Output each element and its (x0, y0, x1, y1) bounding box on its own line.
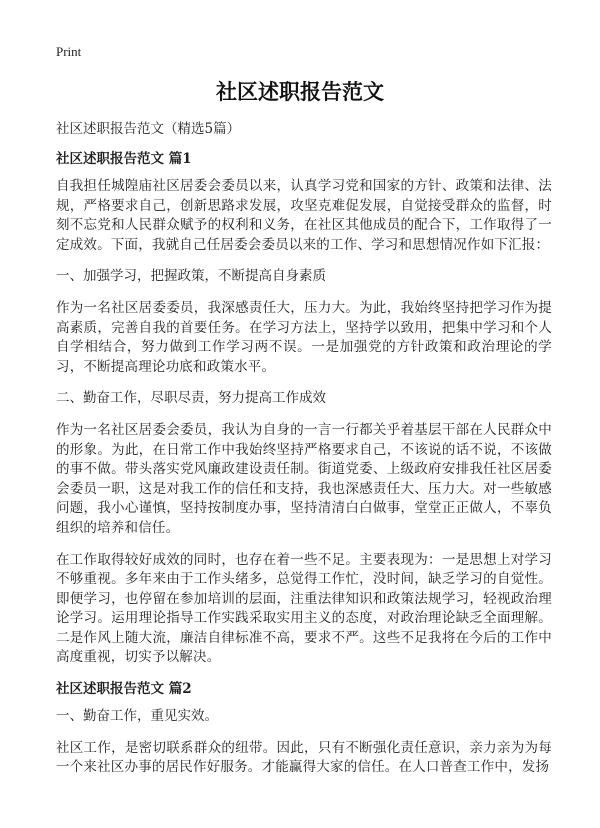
document-body (56, 150, 552, 790)
subsection-heading: 一、加强学习，把握政策，不断提高自身素质 (56, 268, 326, 285)
paragraph: 社区工作，是密切联系群众的纽带。因此，只有不断强化责任意识，亲力亲为为每一个来社区办事的居民作好服务。才能赢得大家的信任。在人口普查工作中，发扬 (56, 739, 552, 776)
subsection-heading: 一、勤奋工作，重见实效。 (56, 708, 218, 725)
paragraph: 作为一名社区居委委员，我深感责任大，压力大。为此，我始终坚持把学习作为提高素质，完善自我的首要任务。在学习方法上，坚持学以致用，把集中学习和个人自学相结合，努力做到工作学习两不误。一是加强党的方针政策和政治理论的学习，不断提高理论功底和政策水平。 (56, 299, 552, 375)
section-1 (56, 150, 552, 668)
paragraph: 自我担任城隍庙社区居委会委员以来，认真学习党和国家的方针、政策和法律、法规，严格要求自己，创新思路求发展，攻坚克难促发展，自觉接受群众的监督，时刻不忘党和人民群众赋予的权利和义务，在社区其他成员的配合下，工作取得了一定成效。下面，我就自己任居委会委员以来的工作、学习和思想情况作如下汇报： (56, 178, 552, 253)
subsection-heading: 二、勤奋工作，尽职尽责，努力提高工作成效 (56, 390, 326, 407)
section-heading: 社区述职报告范文 篇2 (56, 681, 192, 698)
section-heading: 社区述职报告范文 篇1 (56, 151, 192, 167)
paragraph: 在工作取得较好成效的同时，也存在着一些不足。主要表现为：一是思想上对学习不够重视。多年来由于工作头绪多，总觉得工作忙，没时间，缺乏学习的自觉性。即便学习，也停留在参加培训的层面，注重法律知识和政策法规学习，轻视政治理论学习。运用理论指导工作实践采取实用主义的态度，对政治理论缺乏全面理解。二是作风上随大流，廉洁自律标准不高，要求不严。这些不足我将在今后的工作中高度重视，切实予以解决。 (56, 551, 552, 666)
document-subtitle: 社区述职报告范文（精选5篇） (56, 121, 241, 137)
paragraph: 作为一名社区居委会委员，我认为自身的一言一行都关乎着基层干部在人民群众中的形象。为此，在日常工作中我始终坚持严格要求自己，不该说的话不说，不该做的事不做。带头落实党风廉政建设责任制。街道党委、上级政府安排我任社区居委会委员一职，这是对我工作的信任和支持，我也深感责任大、压力大。对一些敏感问题，我小心谨慎，坚持按制度办事，坚持清清白白做事，堂堂正正做人，不辜负组织的培养和信任。 (56, 421, 552, 536)
page-title: 社区述职报告范文 (216, 79, 384, 104)
section-2 (56, 680, 552, 778)
print-link[interactable]: Print (56, 44, 82, 59)
